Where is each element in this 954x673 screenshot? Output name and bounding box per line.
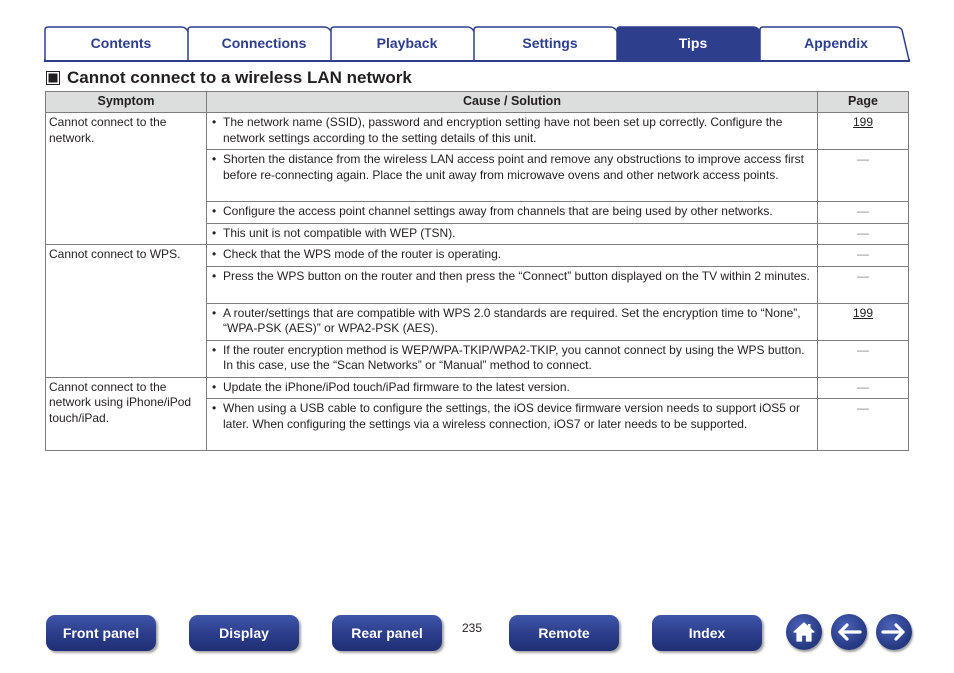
page-cell [818,202,909,224]
page-cell [818,150,909,202]
page-number: 235 [462,621,483,635]
page-cell [818,113,909,150]
arrow-left-icon [836,622,862,642]
tab-label: Appendix [804,35,868,51]
front-panel-button[interactable]: Front panel [46,615,156,651]
cause-cell: • Configure the access point channel settings away from channels that are being used by other networks. [207,202,818,224]
back-button[interactable] [831,614,867,650]
tab-label: Tips [678,35,708,51]
page-dash: — [857,379,869,394]
tab-label: Playback [376,35,438,51]
cause-cell: • A router/settings that are compatible with WPS 2.0 standards are required. Set the encryption time to “None”, “WPA-PSK (AES)” or WPA2-PSK (AES). [207,303,818,340]
heading-square-icon [46,71,60,85]
page-dash: — [857,342,869,357]
tab-appendix[interactable] [759,26,929,60]
tab-label: Connections [221,35,307,51]
home-button[interactable] [786,614,822,650]
page-dash: — [857,401,869,415]
cause-cell: • The network name (SSID), password and encryption setting have not been set up correctly. Configure the network settings according to the setting details of this unit. [207,113,818,150]
page-dash: — [857,247,869,261]
page-cell [818,377,909,399]
symptom-cell: Cannot connect to WPS. [46,245,207,378]
tab-label: Settings [522,35,578,51]
header-cause: Cause / Solution [207,92,818,113]
page-cell [818,223,909,245]
page-title: Cannot connect to a wireless LAN network [67,68,412,87]
cause-cell: • Shorten the distance from the wireless LAN access point and remove any obstructions to improve access first before re-connecting again. Place the unit away from microwave ovens and other network access points. [207,150,818,202]
page-cell [818,340,909,377]
forward-button[interactable] [876,614,912,650]
page-dash: — [857,204,869,218]
table-row [46,377,909,399]
cause-cell: • When using a USB cable to configure the settings, the iOS device firmware version needs to support iOS5 or later. When configuring the settings via a wireless connection, iOS7 or later needs to be supported. [207,399,818,451]
tab-label: Contents [90,35,152,51]
page-dash: — [857,152,869,166]
index-button[interactable]: Index [652,615,762,651]
page-cell [818,266,909,303]
page-cell [818,399,909,451]
cause-cell: • Check that the WPS mode of the router is operating. [207,245,818,267]
page-link[interactable]: 199 [852,115,874,129]
symptom-cell: Cannot connect to the network using iPhone/iPod touch/iPad. [46,377,207,451]
troubleshooting-table [45,91,909,451]
page-link[interactable]: 199 [852,305,874,320]
cause-cell: • Update the iPhone/iPod touch/iPad firmware to the latest version. [207,377,818,399]
header-page: Page [818,92,909,113]
remote-button[interactable]: Remote [509,615,619,651]
page-dash: — [857,268,869,283]
table-row [46,113,909,150]
page-cell [818,245,909,267]
cause-cell: • This unit is not compatible with WEP (TSN). [207,223,818,245]
table-header-row [46,92,909,113]
page-dash: — [857,225,869,240]
cause-cell: • Press the WPS button on the router and then press the “Connect” button displayed on the TV within 2 minutes. [207,266,818,303]
tab-bar [44,26,910,62]
table-row [46,245,909,267]
page-cell [818,303,909,340]
arrow-right-icon [881,622,907,642]
home-icon [792,621,816,643]
symptom-cell: Cannot connect to the network. [46,113,207,245]
cause-cell: • If the router encryption method is WEP/WPA-TKIP/WPA2-TKIP, you cannot connect by using the WPS button. In this case, use the “Scan Networks” or “Manual” method to connect. [207,340,818,377]
section-heading [46,68,412,88]
display-button[interactable]: Display [189,615,299,651]
rear-panel-button[interactable]: Rear panel [332,615,442,651]
header-symptom: Symptom [46,92,207,113]
